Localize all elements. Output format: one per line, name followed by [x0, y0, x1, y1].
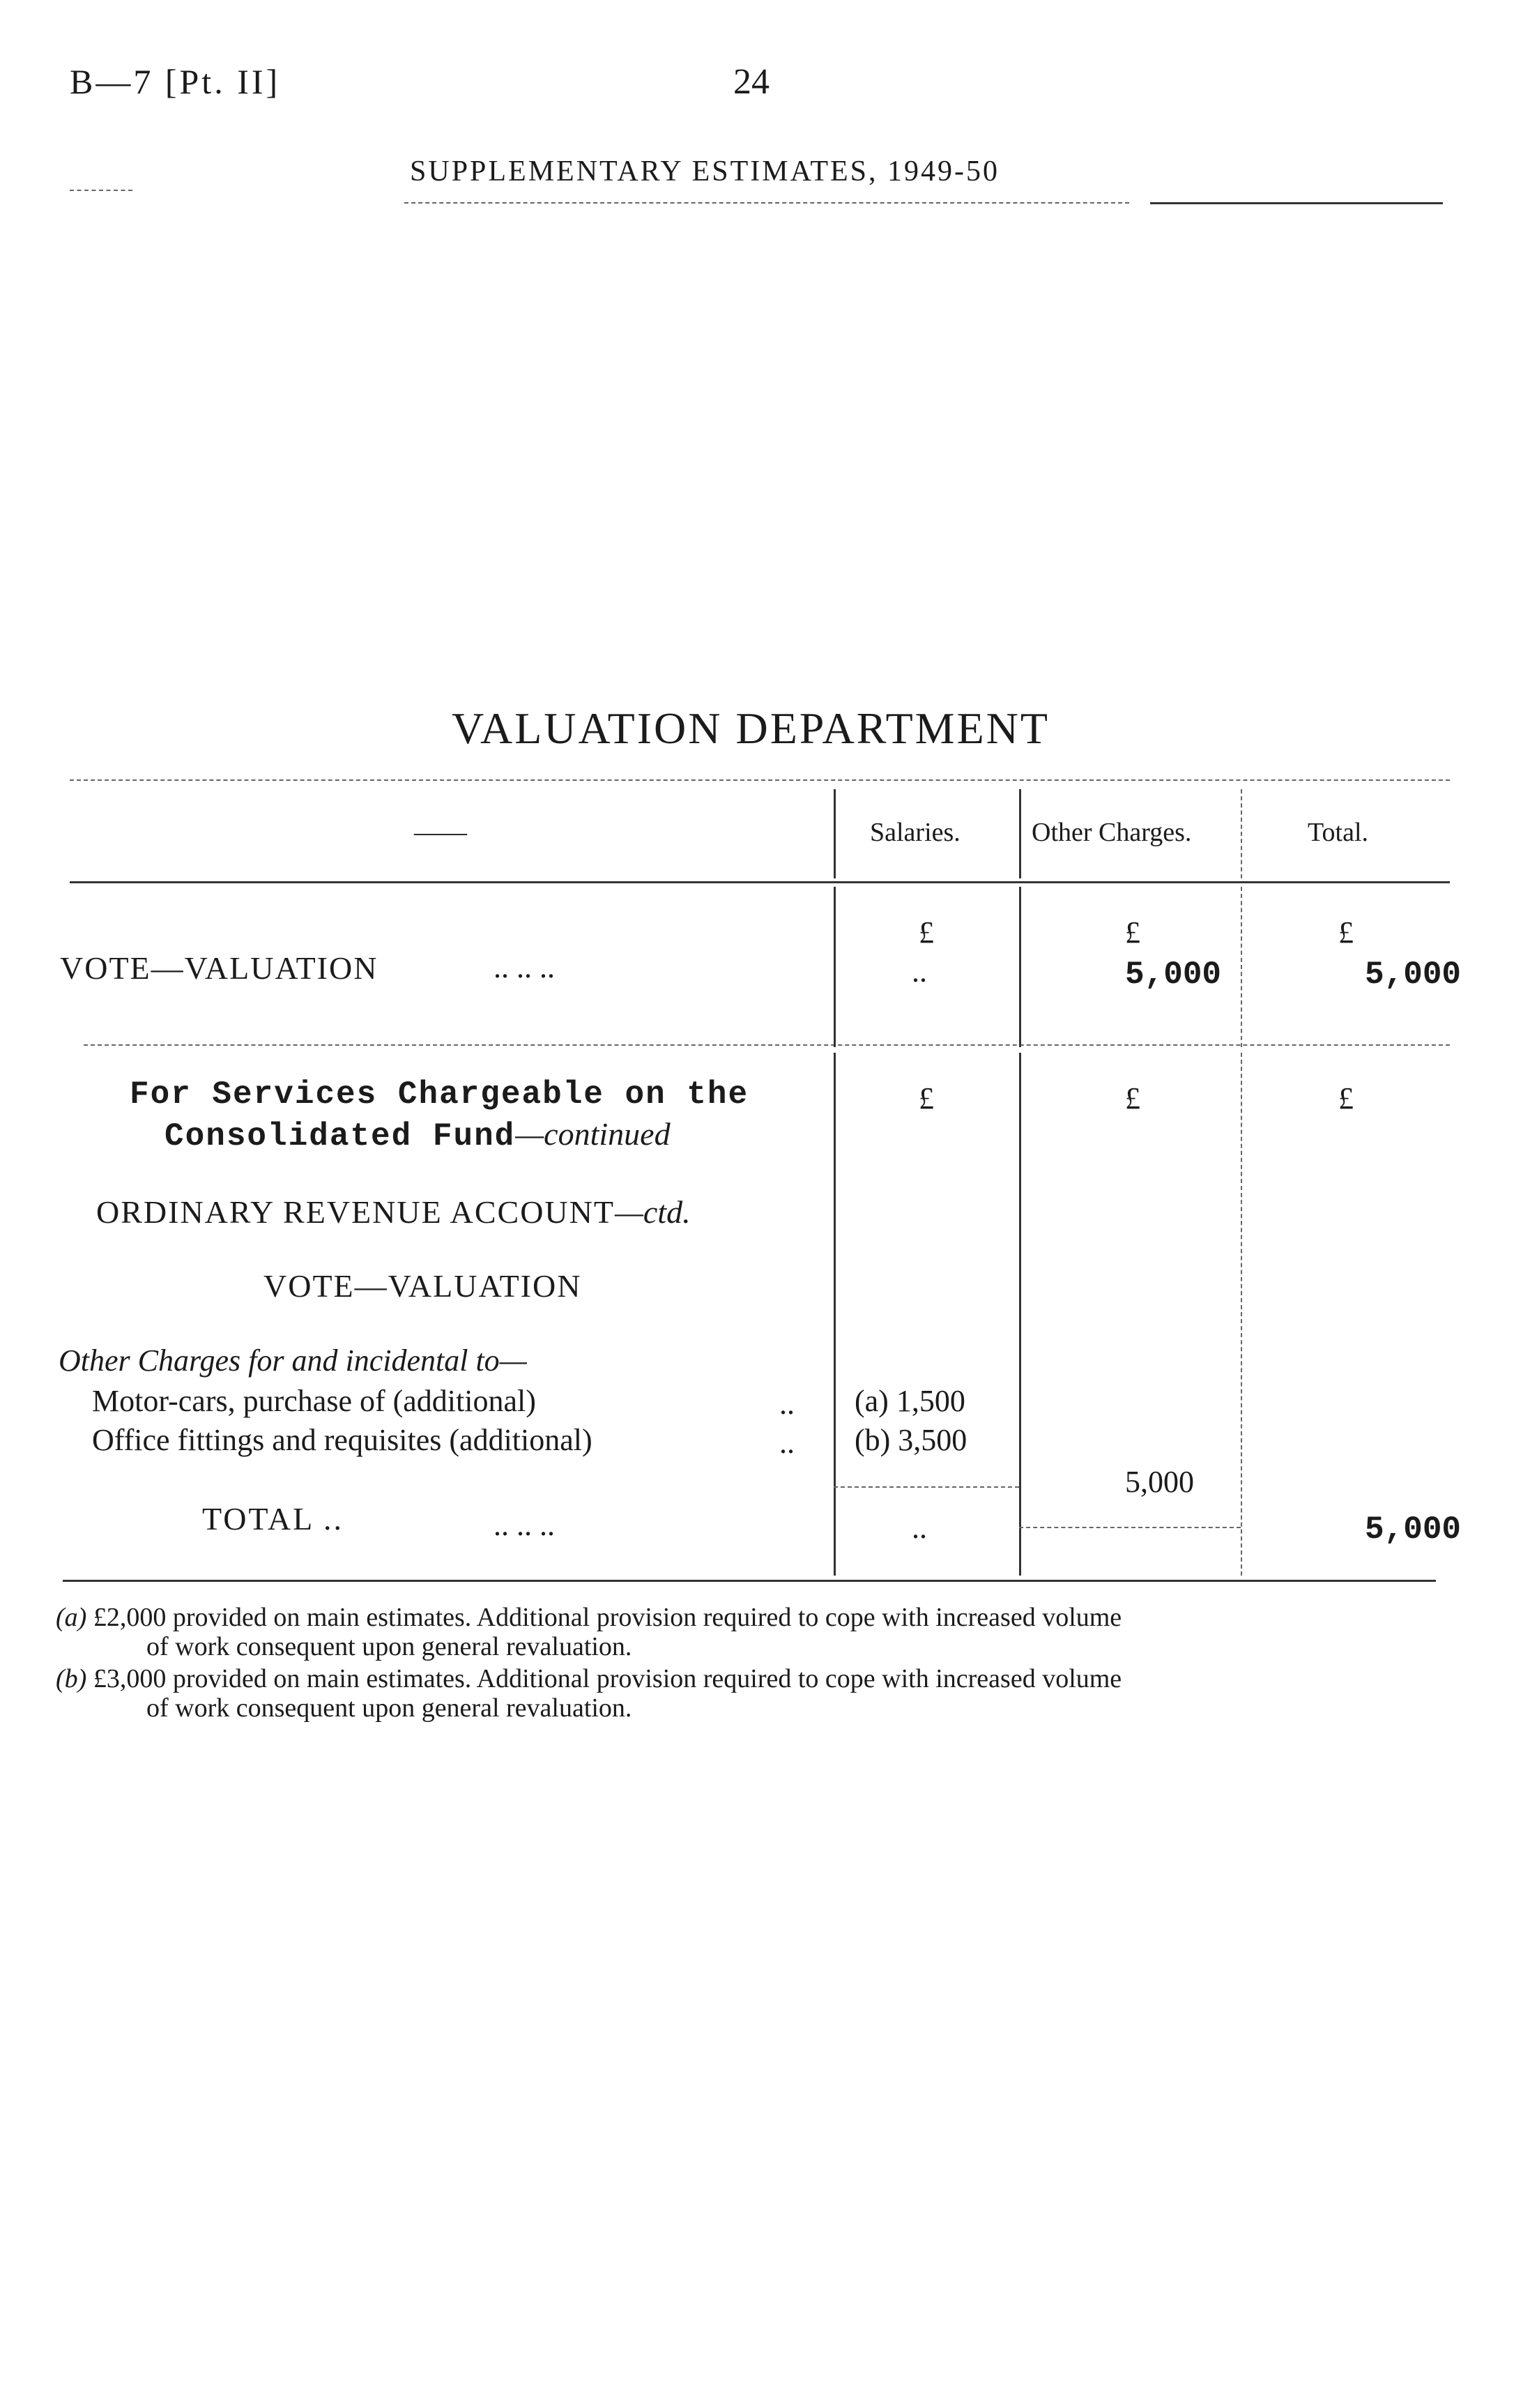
footnote-b-line2: of work consequent upon general revaluation. [146, 1693, 632, 1723]
page-number: 24 [733, 62, 770, 102]
section-title-line1: For Services Chargeable on the [130, 1076, 749, 1113]
table-top-rule [70, 779, 1450, 781]
table-bottom-rule [63, 1580, 1436, 1582]
running-title: SUPPLEMENTARY ESTIMATES, 1949-50 [410, 155, 1000, 188]
section-currency-other-charges: £ [1125, 1081, 1140, 1115]
other-charges-heading: Other Charges for and incidental to— [59, 1343, 527, 1378]
col-rule-3-body [1241, 1053, 1242, 1576]
header-rule-mid [404, 202, 1129, 204]
item-salaries-office-fittings: (b) 3,500 [855, 1423, 967, 1457]
col-rule-2-body [1019, 1053, 1021, 1576]
footnote-b-mark: (b) [56, 1664, 87, 1693]
header-rule-left [70, 190, 132, 191]
footnote-a-mark: (a) [56, 1603, 87, 1632]
summary-row-other-charges: 5,000 [1125, 957, 1222, 993]
account-heading [96, 1194, 691, 1230]
column-header-other-charges: Other Charges. [1032, 818, 1192, 847]
salaries-subtotal-rule [834, 1486, 1019, 1488]
col-rule-1-summary [834, 887, 836, 1047]
summary-row-total: 5,000 [1365, 957, 1462, 993]
department-title: VALUATION DEPARTMENT [452, 703, 1050, 753]
footnote-a-line1 [56, 1602, 1122, 1633]
grand-total: 5,000 [1365, 1511, 1462, 1548]
account-heading-main: ORDINARY REVENUE ACCOUNT [96, 1194, 615, 1230]
footnote-b-text: £3,000 provided on main estimates. Additional provision required to cope with increased volume [93, 1664, 1122, 1693]
footnote-b-line1 [56, 1663, 1122, 1694]
vote-heading: VOTE—VALUATION [263, 1268, 582, 1304]
col-rule-2-summary [1019, 887, 1021, 1047]
col-rule-2-header [1019, 789, 1021, 878]
other-charges-subtotal: 5,000 [1125, 1465, 1194, 1499]
item-leader-office-fittings: .. [779, 1426, 795, 1460]
currency-salaries: £ [919, 915, 934, 950]
currency-other-charges: £ [1125, 915, 1140, 950]
section-title-continued: —continued [515, 1116, 671, 1152]
column-header-total: Total. [1308, 818, 1369, 847]
item-label-motor-cars: Motor-cars, purchase of (additional) [92, 1384, 536, 1418]
section-currency-salaries: £ [919, 1081, 934, 1115]
item-label-office-fittings: Office fittings and requisites (additional) [92, 1423, 592, 1457]
header-rule-right [1150, 202, 1443, 204]
footnote-a-line2: of work consequent upon general revaluation. [146, 1632, 632, 1661]
total-leader: .. .. .. [494, 1508, 555, 1542]
currency-total: £ [1338, 915, 1354, 950]
summary-bottom-rule [84, 1044, 1450, 1046]
section-title-fund: Consolidated Fund [165, 1118, 516, 1155]
item-salaries-motor-cars: (a) 1,500 [855, 1384, 965, 1418]
column-header-salaries: Salaries. [870, 818, 961, 847]
section-title-line2 [165, 1115, 671, 1155]
header-bottom-rule [70, 881, 1450, 883]
col-rule-3-summary [1241, 887, 1242, 1047]
item-leader-motor-cars: .. [779, 1387, 795, 1421]
col-rule-3-header [1241, 789, 1242, 878]
other-charges-subtotal-rule [1019, 1527, 1241, 1528]
account-heading-suffix: —ctd. [614, 1194, 691, 1230]
col-rule-1-body [834, 1053, 836, 1576]
total-salaries: .. [912, 1511, 927, 1545]
col-rule-1-header [834, 789, 836, 878]
section-currency-total: £ [1338, 1081, 1354, 1115]
total-label: TOTAL .. [202, 1501, 344, 1537]
summary-row-salaries: .. [912, 954, 927, 989]
summary-row-leader: .. .. .. [494, 950, 555, 984]
footnote-a-text: £2,000 provided on main estimates. Additional provision required to cope with increased volume [93, 1603, 1122, 1632]
stub-header: —— [414, 818, 467, 847]
document-reference: B—7 [Pt. II] [70, 62, 281, 101]
summary-row-label: VOTE—VALUATION [60, 950, 378, 986]
